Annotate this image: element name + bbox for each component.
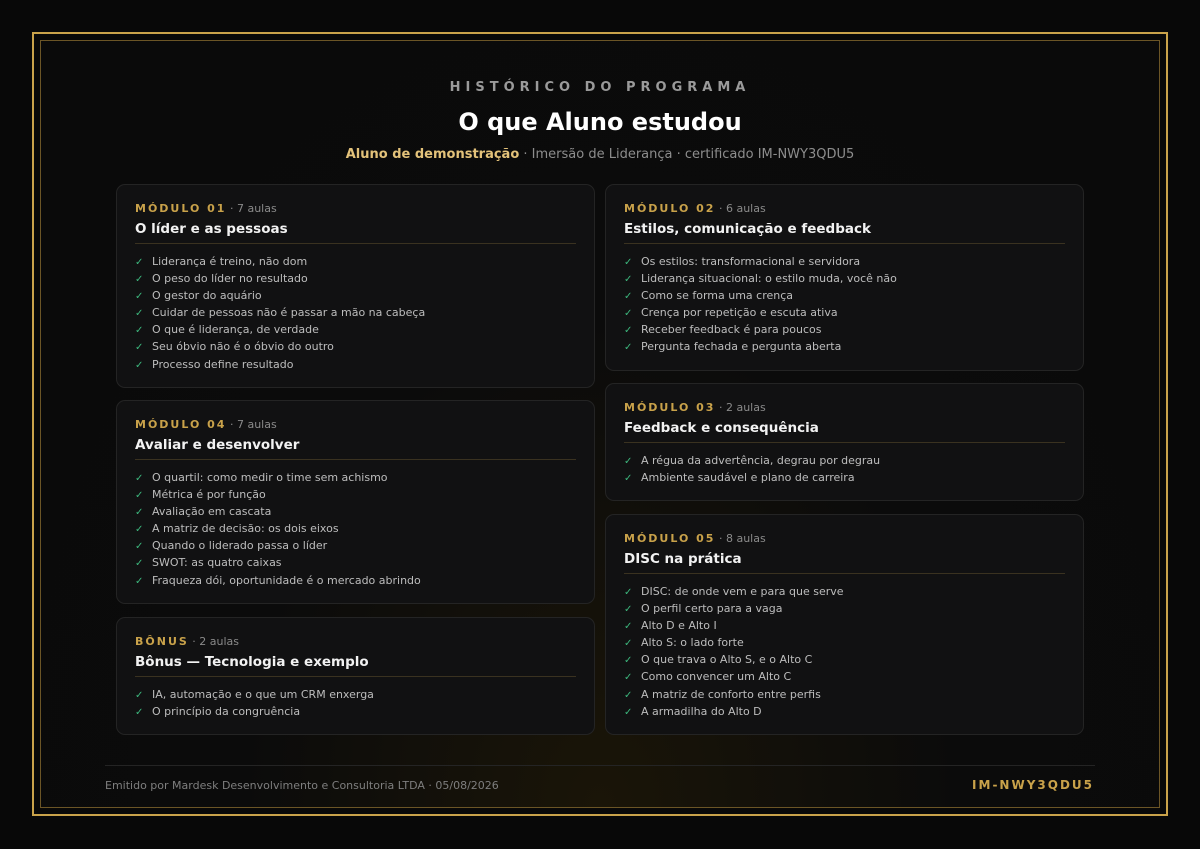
lesson-title: Como se forma uma crença [641,289,794,303]
check-icon: ✓ [624,325,633,337]
check-icon: ✓ [135,359,144,371]
program-details: · Imersão de Liderança · certificado IM-NWY3QDU5 [519,147,855,162]
module-header [135,418,576,434]
student-name: Aluno de demonstração [345,147,520,162]
lesson-title: O perfil certo para a vaga [641,602,783,616]
module-label: BÔNUS [135,635,189,648]
lesson-item [624,270,1065,287]
lesson-title: Liderança é treino, não dom [152,255,308,268]
lesson-title: Alto D e Alto I [641,619,717,633]
lesson-title: Receber feedback é para poucos [641,323,822,337]
lesson-title: Fraqueza dói, oportunidade é o mercado abrindo [152,573,421,587]
check-icon: ✓ [135,558,144,570]
check-icon: ✓ [624,655,633,667]
lesson-title: A matriz de conforto entre perfis [641,687,821,701]
lesson-item [135,321,576,338]
module-label: MÓDULO 04 [135,418,227,431]
lesson-title: Liderança situacional: o estilo muda, você não [641,272,897,286]
check-icon: ✓ [135,690,144,701]
lesson-list [624,452,1065,486]
lesson-item [624,600,1065,617]
check-icon: ✓ [135,291,144,303]
lesson-item [624,583,1065,600]
lesson-title: Avaliação em cascata [152,505,272,519]
check-icon: ✓ [135,308,144,320]
lesson-list [135,686,576,720]
lesson-title: O quartil: como medir o time sem achismo [152,471,388,484]
check-icon: ✓ [624,638,633,650]
lesson-title: O princípio da congruência [152,705,301,719]
lesson-item [624,617,1065,634]
lesson-item [624,651,1065,668]
issuer-text: Emitido por Mardesk Desenvolvimento e Consultoria LTDA · 05/08/2026 [105,779,499,792]
check-icon: ✓ [624,689,633,701]
lesson-list [135,253,576,373]
module-title: Bônus — Tecnologia e exemplo [135,654,576,677]
lesson-title: Pergunta fechada e pergunta aberta [641,340,842,354]
lesson-title: Processo define resultado [152,357,294,371]
module-label: MÓDULO 02 [624,202,716,215]
lesson-title: Seu óbvio não é o óbvio do outro [152,340,334,354]
check-icon: ✓ [624,342,633,354]
lesson-title: DISC: de onde vem e para que serve [641,585,844,598]
lesson-count: · 2 aulas [188,635,240,648]
lesson-title: A régua da advertência, degrau por degrau [641,454,881,467]
check-icon: ✓ [135,524,144,536]
lesson-title: Métrica é por função [152,488,266,502]
check-icon: ✓ [624,706,633,718]
check-icon: ✓ [135,325,144,337]
lesson-count: · 2 aulas [715,401,766,414]
lesson-item [624,703,1065,720]
check-icon: ✓ [135,473,144,484]
lesson-item [135,486,576,503]
lesson-title: A armadilha do Alto D [641,704,762,718]
lesson-item [624,668,1065,685]
module-title: DISC na prática [624,551,1065,574]
check-icon: ✓ [135,490,144,502]
module-card [116,184,595,388]
check-icon: ✓ [135,575,144,587]
module-label: MÓDULO 01 [135,202,227,215]
lesson-list [624,253,1065,356]
lesson-item [624,686,1065,703]
check-icon: ✓ [624,274,633,286]
check-icon: ✓ [135,342,144,354]
check-icon: ✓ [624,456,633,467]
lesson-item [624,321,1065,338]
lesson-title: Cuidar de pessoas não é passar a mão na cabeça [152,306,426,320]
lesson-item [135,554,576,571]
lesson-title: O que trava o Alto S, e o Alto C [641,653,813,667]
lesson-item [135,338,576,355]
lesson-item [624,452,1065,469]
lesson-item [135,253,576,270]
lesson-title: Como convencer um Alto C [641,670,792,684]
lesson-item [135,270,576,287]
module-card [116,617,595,735]
lesson-item [135,356,576,373]
module-header [624,202,1065,218]
lesson-item [624,469,1065,486]
page-title: O que Aluno estudou [458,108,742,136]
lesson-item [624,338,1065,355]
certificate-code: IM-NWY3QDU5 [972,778,1094,792]
module-card [116,400,595,604]
check-icon: ✓ [624,257,633,268]
lesson-item [624,253,1065,270]
lesson-item [135,469,576,486]
lesson-title: IA, automação e o que um CRM enxerga [152,688,374,701]
lesson-item [135,703,576,720]
check-icon: ✓ [135,507,144,519]
check-icon: ✓ [135,274,144,286]
check-icon: ✓ [624,587,633,598]
module-label: MÓDULO 03 [624,401,716,414]
module-card [605,184,1084,371]
lesson-item [135,503,576,520]
lesson-count: · 7 aulas [226,418,277,431]
module-title: Avaliar e desenvolver [135,437,576,460]
lesson-list [135,469,576,589]
lesson-item [135,520,576,537]
lesson-title: O que é liderança, de verdade [152,323,319,337]
check-icon: ✓ [135,707,144,719]
module-header [135,635,576,651]
lesson-item [624,634,1065,651]
lesson-title: A matriz de decisão: os dois eixos [152,522,339,536]
lesson-title: Alto S: o lado forte [641,636,744,650]
check-icon: ✓ [624,291,633,303]
check-icon: ✓ [624,308,633,320]
check-icon: ✓ [624,672,633,684]
check-icon: ✓ [624,621,633,633]
page-subtitle [0,147,1200,162]
lesson-title: Ambiente saudável e plano de carreira [641,471,855,485]
check-icon: ✓ [624,473,633,485]
lesson-title: O gestor do aquário [152,289,262,303]
module-card [605,514,1084,735]
footer-divider [105,765,1095,766]
module-header [624,401,1065,417]
check-icon: ✓ [624,604,633,616]
module-label: MÓDULO 05 [624,532,716,545]
check-icon: ✓ [135,541,144,553]
page-eyebrow: HISTÓRICO DO PROGRAMA [449,80,751,95]
lesson-item [135,304,576,321]
module-header [624,532,1065,548]
lesson-title: O peso do líder no resultado [152,272,308,286]
module-header [135,202,576,218]
lesson-list [624,583,1065,720]
module-card [605,383,1084,501]
lesson-title: Crença por repetição e escuta ativa [641,306,838,320]
check-icon: ✓ [135,257,144,268]
lesson-count: · 6 aulas [715,202,766,215]
lesson-item [135,686,576,703]
lesson-item [624,304,1065,321]
lesson-count: · 7 aulas [226,202,277,215]
module-title: O líder e as pessoas [135,221,576,244]
lesson-item [135,537,576,554]
lesson-title: Os estilos: transformacional e servidora [641,255,861,268]
lesson-item [135,287,576,304]
lesson-title: SWOT: as quatro caixas [152,556,282,570]
module-title: Feedback e consequência [624,420,1065,443]
lesson-title: Quando o liderado passa o líder [152,539,328,553]
lesson-count: · 8 aulas [715,532,766,545]
lesson-item [624,287,1065,304]
lesson-item [135,572,576,589]
module-title: Estilos, comunicação e feedback [624,221,1065,244]
